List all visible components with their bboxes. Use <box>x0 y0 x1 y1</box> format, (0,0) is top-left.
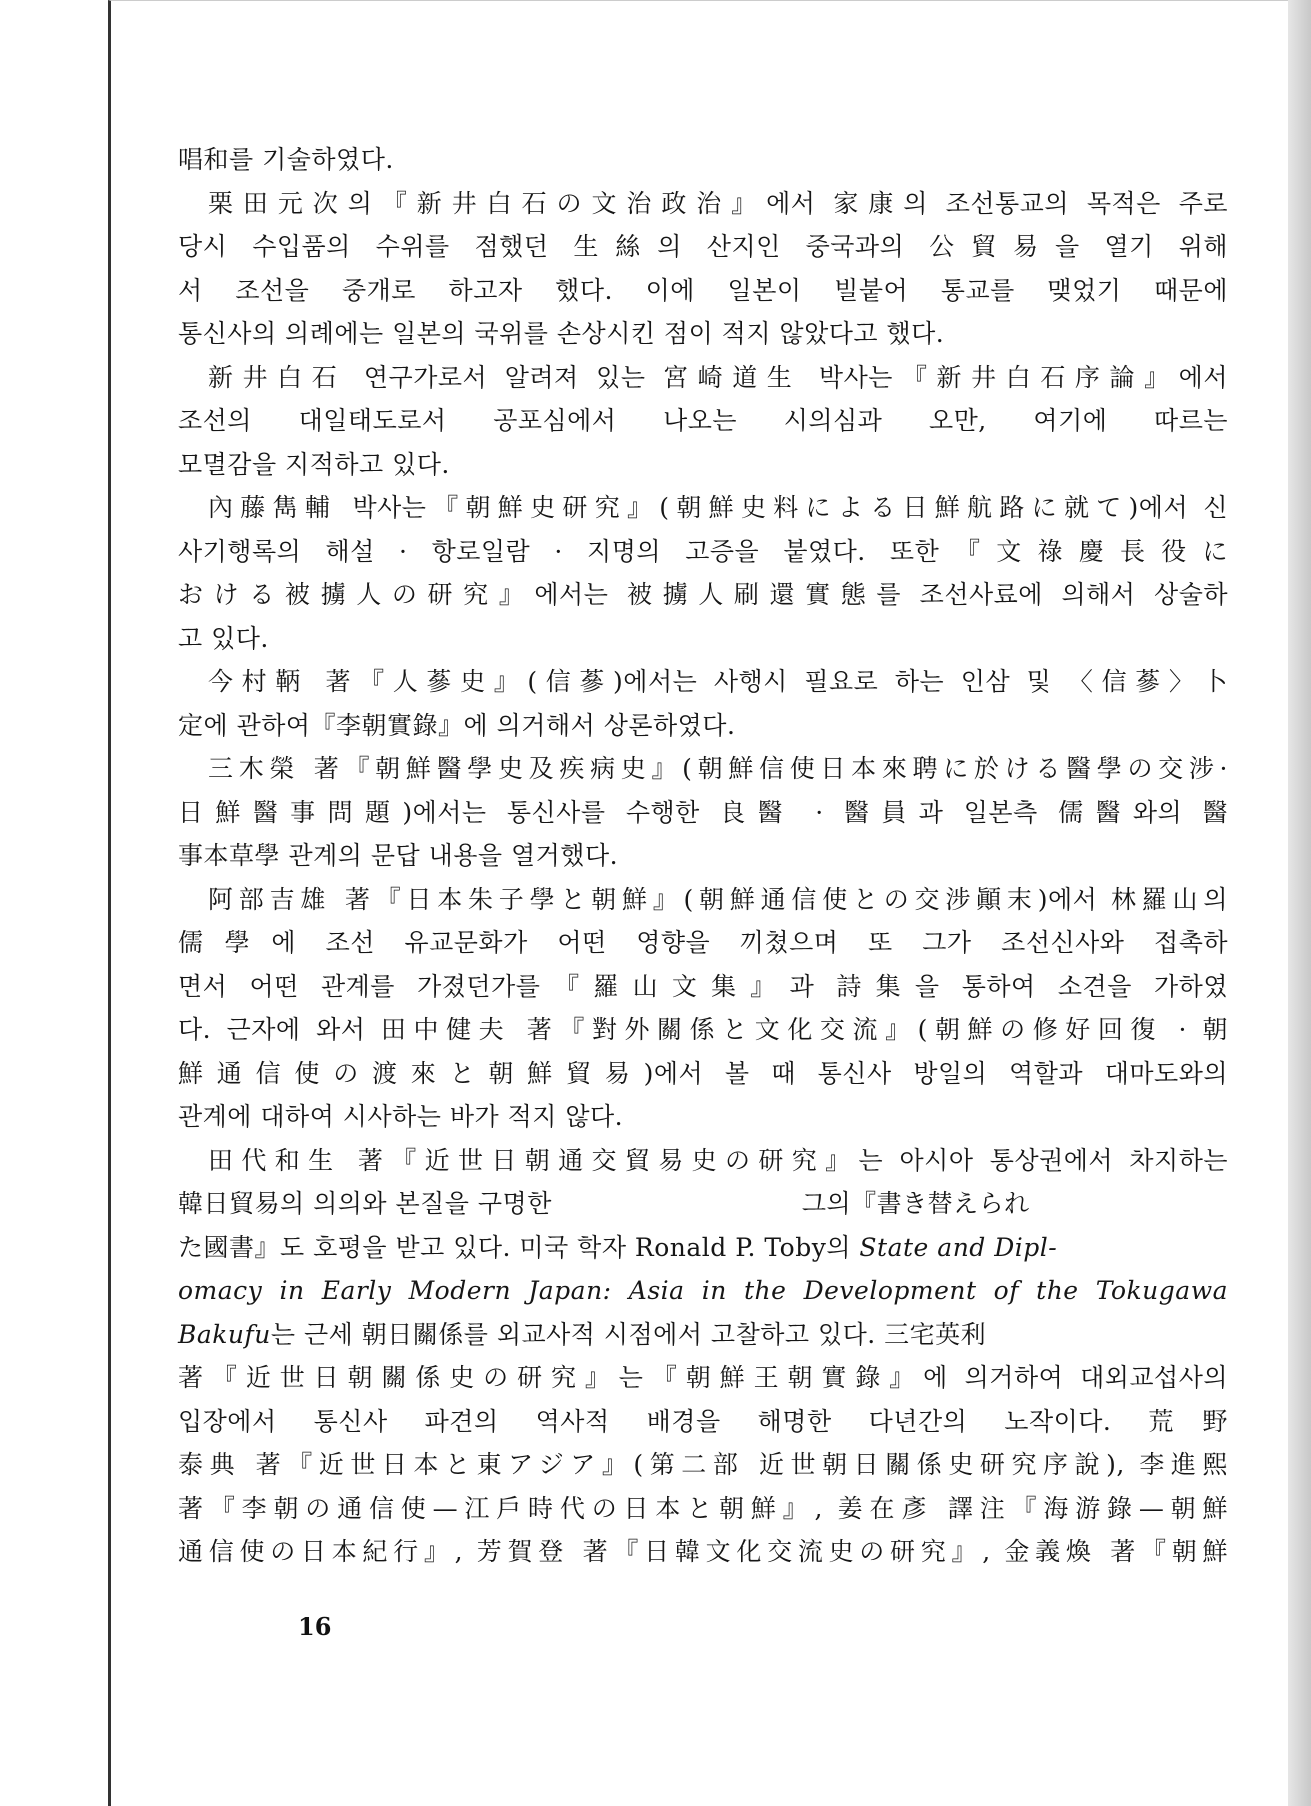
text-line: 著『李朝の通信使—江戶時代の日本と朝鮮』, 姜在彥 譯注『海游錄—朝鮮 <box>178 1493 1228 1523</box>
text-line: 通信使の日本紀行』, 芳賀登 著『日韓文化交流史の研究』, 金義煥 著『朝鮮 <box>178 1537 1228 1566</box>
left-margin <box>0 0 108 1806</box>
text-line: 內藤雋輔 박사는『朝鮮史研究』(朝鮮史料による日鮮航路に就て)에서 신 <box>208 493 1228 522</box>
text-line <box>178 1313 1228 1357</box>
text-line: 栗田元次의『新井白石の文治政治』에서 家康의 조선통교의 목적은 주로 <box>208 188 1228 218</box>
text-line: 事本草學 관계의 문답 내용을 열거했다. <box>178 841 619 870</box>
body-text <box>178 138 1228 1574</box>
text-line: 다. 근자에 와서 田中健夫 著『對外關係と文化交流』(朝鮮の修好回復 · 朝 <box>178 1015 1228 1044</box>
text-line: 면서 어떤 관계를 가졌던가를『羅山文集』과 詩集을 통하여 소견을 가하였 <box>178 971 1228 1001</box>
text-line <box>178 1226 1228 1270</box>
text-line: 당시 수입품의 수위를 점했던 生絲의 산지인 중국과의 公貿易을 열기 위해 <box>178 232 1228 261</box>
text-line: 定에 관하여『李朝實錄』에 의거해서 상론하였다. <box>178 710 736 740</box>
text-line: 서 조선을 중개로 하고자 했다. 이에 일본이 빌붙어 통교를 맺었기 때문에 <box>178 275 1228 305</box>
text-line: 阿部吉雄 著『日本朱子學と朝鮮』(朝鮮通信使との交涉顚末)에서 林羅山의 <box>208 884 1228 914</box>
text-line: 사기행록의 해설 · 항로일람 · 지명의 고증을 붙였다. 또한『文祿慶長役に <box>178 536 1228 566</box>
text-line <box>178 1182 1228 1226</box>
text-line: 新井白石 연구가로서 알려져 있는 宮崎道生 박사는『新井白石序論』에서 <box>208 362 1228 392</box>
text-line: 著『近世日朝關係史の研究』는『朝鮮王朝實錄』에 의거하여 대외교섭사의 <box>178 1363 1228 1392</box>
text-line: 三木榮 著『朝鮮醫學史及疾病史』(朝鮮信使日本來聘に於ける醫學の交涉· <box>208 754 1228 783</box>
text-line: 田代和生 著『近世日朝通交貿易史の研究』는 아시아 통상권에서 차지하는 <box>208 1145 1228 1175</box>
text-line: 泰典 著『近世日本と東アジア』(第二部 近世朝日關係史研究序說), 李進熙 <box>178 1450 1228 1479</box>
text-fragment: 그의『書き替えられ <box>801 1189 1030 1218</box>
italic-title: State and Dipl- <box>859 1232 1058 1262</box>
text-fragment: 韓日貿易의 의의와 본질을 구명한 <box>178 1189 552 1218</box>
text-line: 唱和를 기술하였다. <box>178 145 394 174</box>
text-line: 관계에 대하여 시사하는 바가 적지 않다. <box>178 1102 624 1131</box>
text-line: 모멸감을 지적하고 있다. <box>178 449 450 479</box>
text-line: おける被擄人の研究』에서는 被擄人刷還實態를 조선사료에 의해서 상술하 <box>178 580 1228 609</box>
italic-title: Bakufu <box>178 1319 271 1349</box>
text-line: 鮮通信使の渡來と朝鮮貿易)에서 볼 때 통신사 방일의 역할과 대마도와의 <box>178 1058 1228 1088</box>
page-edge <box>1288 0 1311 1806</box>
text-line: 고 있다. <box>178 623 269 653</box>
text-fragment: た國書』도 호평을 받고 있다. 미국 학자 Ronald P. Toby의 <box>178 1232 851 1262</box>
text-line: 儒學에 조선 유교문화가 어떤 영향을 끼쳤으며 또 그가 조선신사와 접촉하 <box>178 928 1228 957</box>
text-line: 日鮮醫事問題)에서는 통신사를 수행한 良醫 · 醫員과 일본측 儒醫와의 醫 <box>178 797 1228 827</box>
text-line: 今村鞆 著『人蔘史』(信蔘)에서는 사행시 필요로 하는 인삼 및 〈信蔘〉卜 <box>208 667 1228 696</box>
text-line: 입장에서 통신사 파견의 역사적 배경을 해명한 다년간의 노작이다. 荒野 <box>178 1406 1228 1436</box>
text-fragment: 는 근세 朝日關係를 외교사적 시점에서 고찰하고 있다. 三宅英利 <box>270 1319 987 1349</box>
text-line: 조선의 대일태도로서 공포심에서 나오는 시의심과 오만, 여기에 따르는 <box>178 406 1228 435</box>
page-number: 16 <box>298 1612 332 1641</box>
text-line: omacy in Early Modern Japan: Asia in the Development of the Tokugawa <box>178 1276 1228 1305</box>
text-line: 통신사의 의례에는 일본의 국위를 손상시킨 점이 적지 않았다고 했다. <box>178 319 945 348</box>
